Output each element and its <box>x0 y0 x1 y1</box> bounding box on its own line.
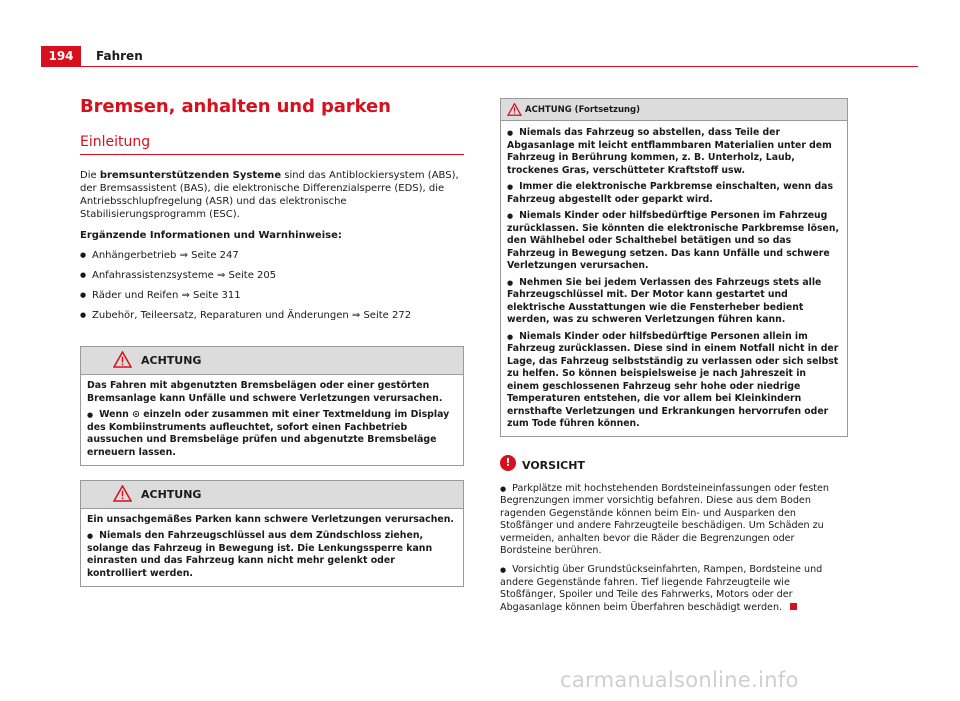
warning-item-text: Niemals Kinder oder hilfsbedürftige Personen allein im Fahrzeug zurücklassen. Diese sind in einem Notfall nicht in der Lage, das Fahrzeug selbstständig zu verlassen oder sich selbst zu helfen. So können beispielsweise je nach Jahreszeit in einem geschlossenen Fahrzeug sehr hohe oder niedrige Temperaturen entstehen, die vor allem bei Kleinkindern ernsthafte Verletzungen und Erkrankungen hervorrufen oder zum Tode führen können. <box>507 330 839 429</box>
bullet-icon: ● <box>507 278 514 287</box>
page-header <box>41 46 918 68</box>
caution-item <box>500 483 848 559</box>
bullet-icon: ● <box>500 484 507 493</box>
warning-box-parking <box>80 480 464 587</box>
watermark: carmanualsonline.info <box>560 668 799 692</box>
warning-item <box>507 210 841 273</box>
caution-item-text: Parkplätze mit hochstehenden Bordsteineinfassungen oder festen Begrenzungen immer vorsichtig befahren. Diese aus dem Boden ragenden Gegenstände können beim Ein- und Ausparken den Stoßfänger und andere Fahrzeugteile beschädigen. Um Schäden zu vermeiden, anhalten bevor die Räder die Begrenzungen oder Bordsteine berühren. <box>500 482 829 557</box>
caution-header <box>500 455 848 479</box>
caution-label: VORSICHT <box>522 458 585 472</box>
warning-item <box>507 127 841 177</box>
right-column <box>500 98 848 620</box>
warning-header <box>81 481 463 509</box>
chapter-title: Fahren <box>96 49 143 63</box>
warning-body <box>501 121 847 436</box>
bullet-icon: ● <box>87 411 94 420</box>
warning-triangle-icon <box>113 351 132 368</box>
warning-text: Ein unsachgemäßes Parken kann schwere Verletzungen verursachen. <box>87 513 454 525</box>
warning-item <box>87 530 457 580</box>
bullet-icon: ● <box>507 332 514 341</box>
warning-header <box>501 99 847 121</box>
caution-item <box>500 564 848 614</box>
list-item[interactable]: ● Räder und Reifen ⇒ Seite 311 <box>80 289 464 302</box>
warning-label: ACHTUNG <box>141 487 202 501</box>
reference-list <box>80 249 464 322</box>
warning-item-pre: Wenn <box>99 409 133 421</box>
warning-item <box>507 181 841 206</box>
warning-item-text: Immer die elektronische Parkbremse einschalten, wenn das Fahrzeug abgestellt oder geparkt wird. <box>507 181 833 205</box>
warning-item-text: Niemals das Fahrzeug so abstellen, dass Teile der Abgasanlage mit leicht entflammbaren Materialien unter dem Fahrzeug in Berührung kommen, z. B. Unterholz, Laub, trockenes Gras, verschütteter Kraftstoff usw. <box>507 127 832 176</box>
bullet-icon: ● <box>87 532 94 541</box>
warning-box-brakes <box>80 346 464 466</box>
intro-text-pre: Die <box>80 170 100 181</box>
warning-body <box>81 509 463 586</box>
bullet-icon: ● <box>507 212 514 220</box>
list-item[interactable]: ● Zubehör, Teileersatz, Reparaturen und Änderungen ⇒ Seite 272 <box>80 309 464 322</box>
warning-header <box>81 347 463 375</box>
warning-item-text: Niemals Kinder oder hilfsbedürftige Personen im Fahrzeug zurücklassen. Sie könnten die elektronische Parkbremse lösen, den Wählhebel oder Schalthebel betätigen und so das Fahrzeug in Bewegung setzen. Das kann Unfälle und schwere Verletzungen verursachen. <box>507 210 840 271</box>
list-item[interactable]: ● Anfahrassistenzsysteme ⇒ Seite 205 <box>80 269 464 282</box>
warning-item-post: einzeln oder zusammen mit einer Textmeldung im Display des Kombiinstruments aufleuchtet, sofort einen Fachbetrieb aussuchen und Bremsbeläge prüfen und abgenutzte Bremsbeläge erneuern lassen. <box>87 409 450 458</box>
warning-item <box>87 409 457 459</box>
warning-item-text: Niemals den Fahrzeugschlüssel aus dem Zündschloss ziehen, solange das Fahrzeug in Bewegung ist. Die Lenkungssperre kann einrasten und das Fahrzeug kann nicht mehr gelenkt oder kontrolliert werden. <box>87 530 433 579</box>
warning-box-continued <box>500 98 848 437</box>
warning-item-text: Nehmen Sie bei jedem Verlassen des Fahrzeugs stets alle Fahrzeugschlüssel mit. Der Motor kann gestartet und elektrische Ausstattungen wie die Fensterheber bedient werden, was zu schweren Verletzungen führen kann. <box>507 276 822 325</box>
warning-body <box>81 375 463 465</box>
warning-triangle-icon <box>113 485 132 502</box>
warning-text: Das Fahren mit abgenutzten Bremsbelägen oder einer gestörten Bremsanlage kann Unfälle und schwere Verletzungen verursachen. <box>87 380 443 404</box>
header-divider <box>81 66 918 67</box>
caution-item-text: Vorsichtig über Grundstückseinfahrten, Rampen, Bordsteine und andere Gegenstände fahren. Tief liegende Fahrzeugteile wie Stoßfänger, Spoiler und Teile des Fahrwerks, Motors oder der Abgasanlage können beim Überfahren beschädigt werden. <box>500 564 823 613</box>
brake-warning-icon: ⊙ <box>132 409 140 421</box>
bullet-icon: ● <box>500 566 507 575</box>
bullet-icon: ● <box>507 183 514 191</box>
intro-text-post: sind das Antiblockiersystem (ABS), der Bremsassistent (BAS), die elektronische Differenzialsperre (EDS), die Antriebsschlupfregelung (ASR) und das elektronische Stabilisierungsprogramm (ESC). <box>80 170 459 220</box>
warning-label: ACHTUNG (Fortsetzung) <box>525 105 641 115</box>
intro-paragraph <box>80 169 464 221</box>
section-title: Bremsen, anhalten und parken <box>80 96 391 117</box>
end-of-section-marker <box>790 603 797 610</box>
page-number: 194 <box>41 46 81 67</box>
warning-triangle-icon <box>507 103 522 116</box>
subsection-title: Einleitung <box>80 134 464 155</box>
list-item[interactable]: ● Anhängerbetrieb ⇒ Seite 247 <box>80 249 464 262</box>
bullet-icon: ● <box>507 129 514 137</box>
warning-item <box>507 331 841 431</box>
warning-item <box>507 277 841 327</box>
left-column <box>80 96 464 601</box>
warning-label: ACHTUNG <box>141 354 202 367</box>
caution-icon: ! <box>500 455 516 471</box>
info-heading: Ergänzende Informationen und Warnhinweise: <box>80 230 342 241</box>
intro-text-bold: bremsunterstützenden Systeme <box>99 170 282 181</box>
